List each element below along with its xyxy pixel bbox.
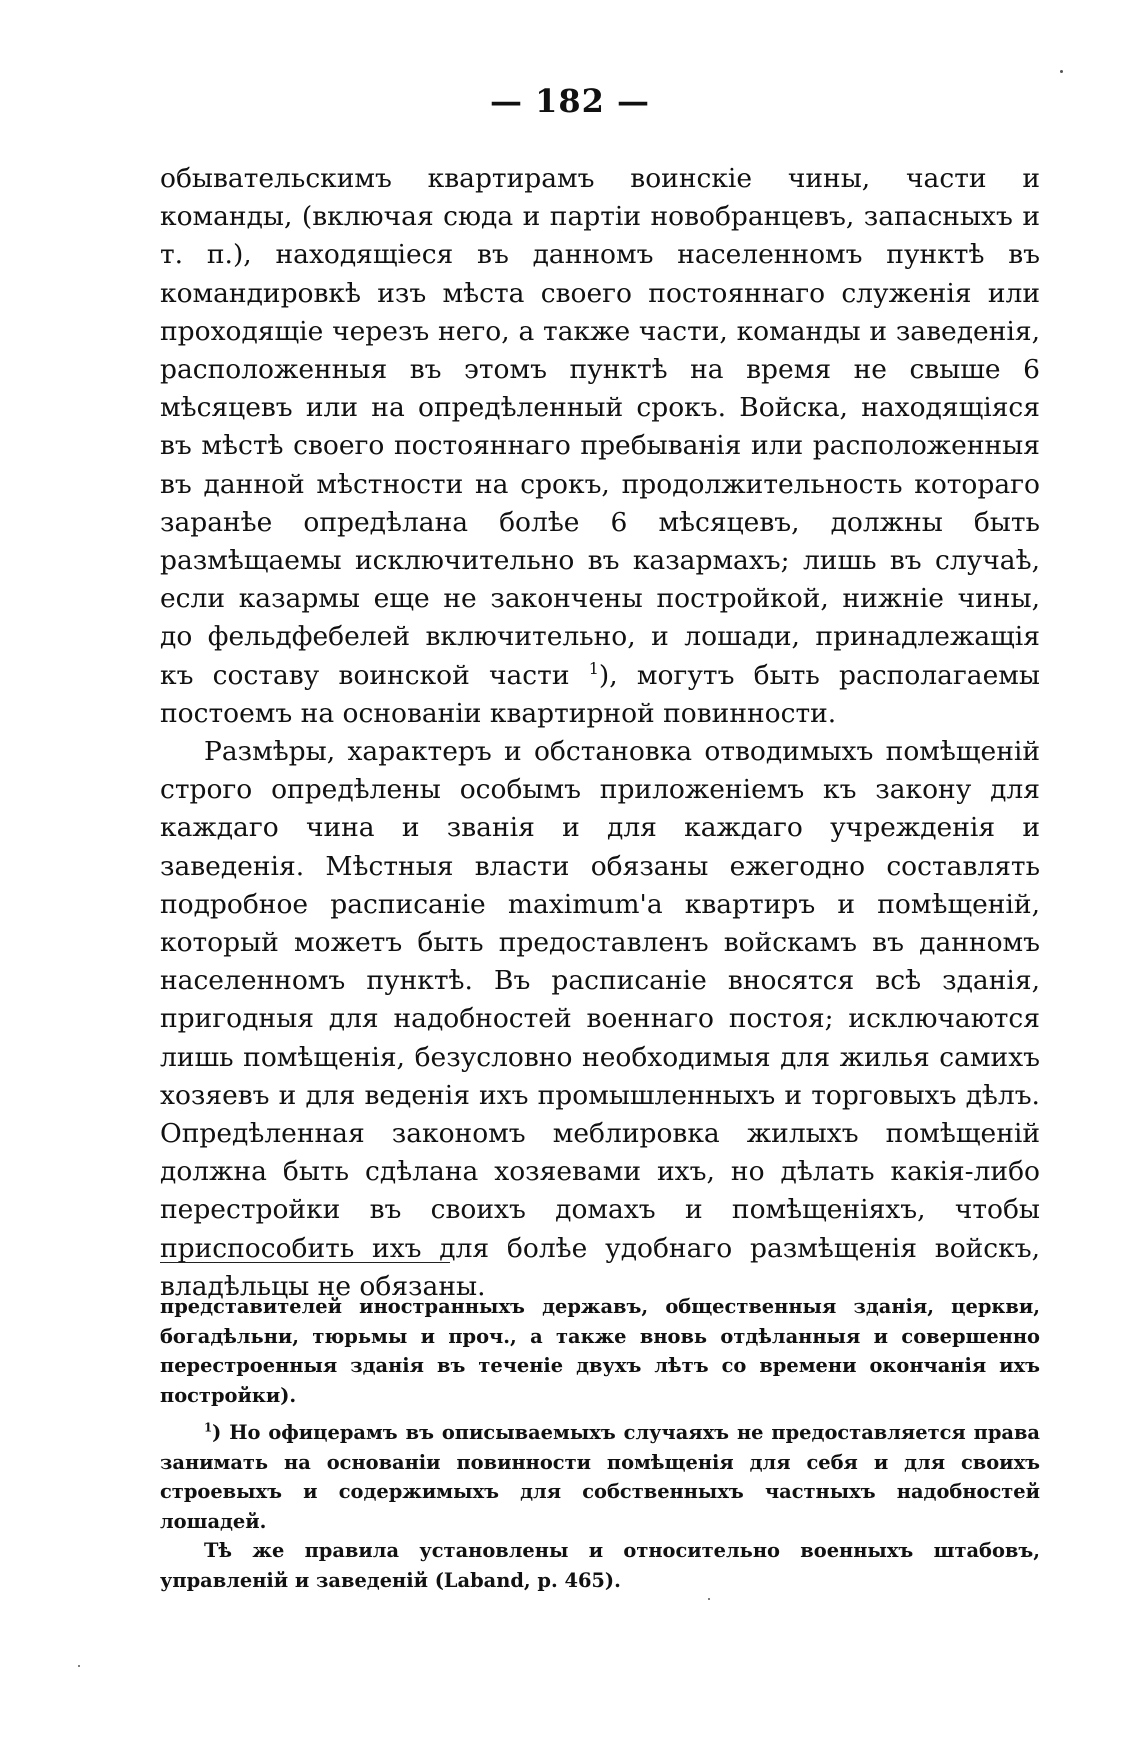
scan-speck <box>1060 70 1063 73</box>
scan-speck <box>708 1598 710 1600</box>
paragraph-2: Размѣры, характеръ и обстановка отводимыхъ помѣщеній строго опредѣлены особымъ приложеніемъ къ закону для каждаго чина и званія и для каждаго учрежденія и заведенія. Мѣстныя власти обязаны ежегодно составлять подробное расписаніе maximum'а квартиръ и помѣщеній, который можетъ быть предоставленъ войскамъ въ данномъ населенномъ пунктѣ. Въ расписаніе вносятся всѣ зданія, пригодныя для надобностей военнаго постоя; исключаются лишь помѣщенія, безусловно необходимыя для жилья самихъ хозяевъ и для веденія ихъ промышленныхъ и торговыхъ дѣлъ. Опредѣленная закономъ меблировка жилыхъ помѣщеній должна быть сдѣлана хозяевами ихъ, но дѣлать какія-либо перестройки въ своихъ домахъ и помѣщеніяхъ, чтобы приспособить ихъ для болѣе удобнаго размѣщенія войскъ, владѣльцы не обязаны. <box>160 736 1040 1302</box>
scan-speck <box>78 1665 80 1667</box>
footnote-continuation: представителей иностранныхъ державъ, общественныя зданія, церкви, богадѣльни, тюрьмы и проч., а также вновь отдѣланныя и совершенно перестроенныя зданія въ теченіе двухъ лѣтъ со времени окончанія ихъ постройки). <box>160 1295 1040 1407</box>
footnote-1-marker: 1 <box>204 1420 213 1435</box>
paragraph-1-text: обывательскимъ квартирамъ воинскіе чины, части и команды, (включая сюда и партіи новобранцевъ, запасныхъ и т. п.), находящіеся въ данномъ населенномъ пунктѣ въ командировкѣ изъ мѣста своего постояннаго служенія или проходящіе черезъ него, а также части, команды и заведенія, расположенныя въ этомъ пунктѣ на время не свыше 6 мѣсяцевъ или на опредѣленный срокъ. Войска, находящіяся въ мѣстѣ своего постояннаго пребыванія или расположенныя въ данной мѣстности на срокъ, продолжительность котораго заранѣе опредѣлана болѣе 6 мѣсяцевъ, должны быть размѣщаемы исключительно въ казармахъ; лишь въ случаѣ, если казармы еще не закончены постройкой, нижніе чины, до фельдфебелей включительно, и лошади, принадлежащія къ составу воинской части <box>160 163 1040 691</box>
footnote-1-text: ) Но офицерамъ въ описываемыхъ случаяхъ не предоставляется права занимать на основаніи повинности помѣщенія для себя и для своихъ строевыхъ и содержимыхъ для собственныхъ частныхъ надобностей лошадей. <box>160 1421 1040 1533</box>
footnote-divider <box>160 1262 450 1263</box>
page-number: — 182 — <box>489 82 651 120</box>
paragraph-1-end: ), могутъ быть располагаемы постоемъ на основаніи квартирной повинности. <box>160 659 1040 729</box>
footnote-ref-1[interactable]: 1 <box>588 658 599 678</box>
paragraph-1 <box>160 160 1040 733</box>
footnote-1-continuation: Тѣ же правила установлены и относительно военныхъ штабовъ, управленій и заведеній (Laband, p. 465). <box>160 1539 1040 1592</box>
footnote-1 <box>160 1418 1040 1536</box>
footnotes <box>160 1292 1040 1595</box>
body-text <box>160 160 1040 1306</box>
